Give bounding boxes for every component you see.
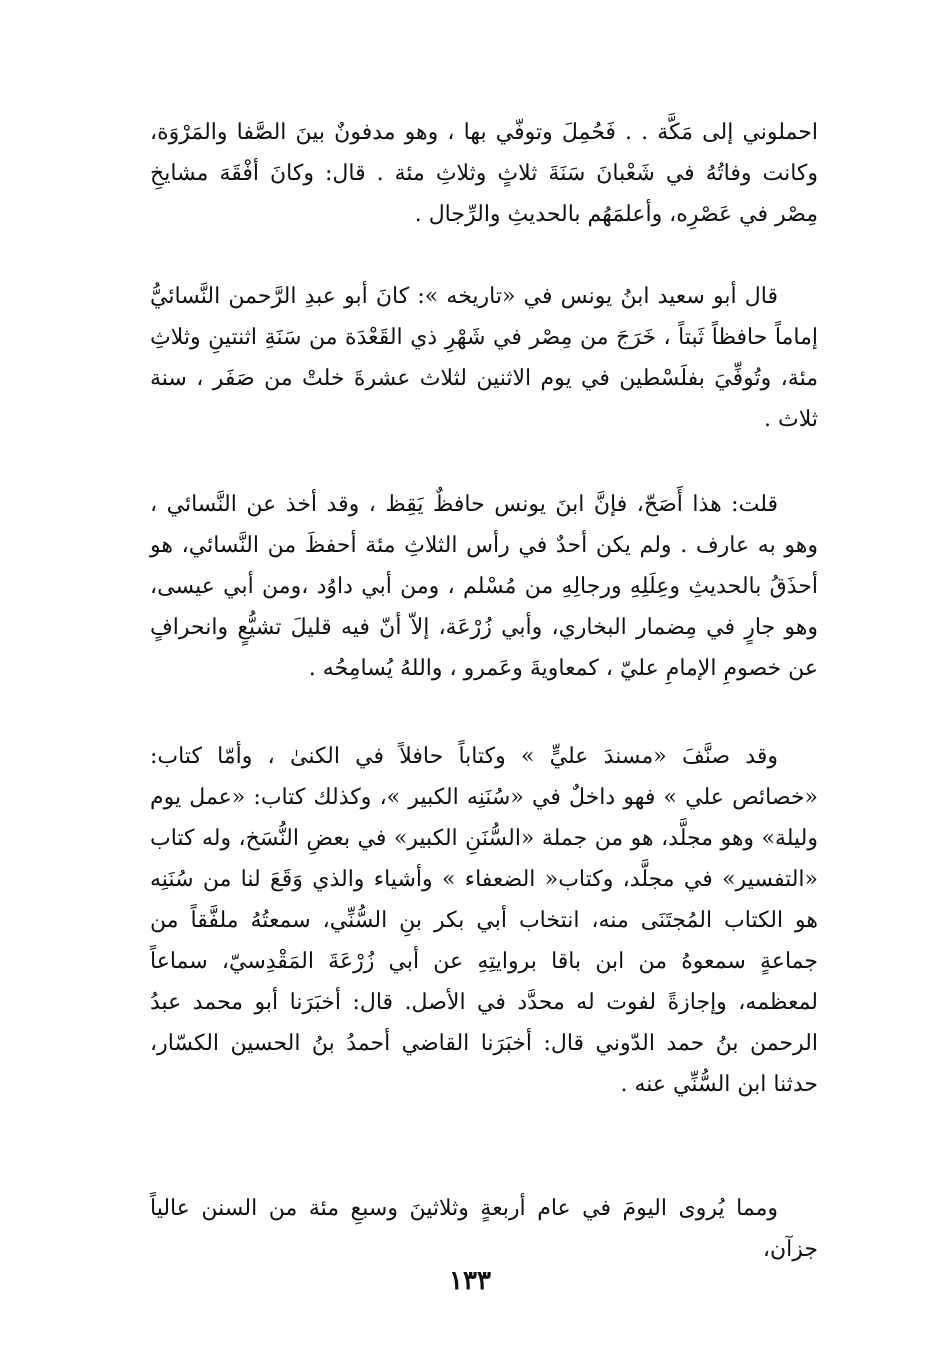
- page-number: ١٣٣: [449, 1266, 491, 1296]
- paragraph-text: ومما يُروى اليومَ في عام أربعةٍ وثلاثينَ وسبعِ مئة من السنن عالياً جزآن،: [150, 1196, 818, 1262]
- paragraph-text: وقد صنَّفَ «مسندَ عليٍّ » وكتاباً حافلاً في الكنىٰ ، وأمّا كتاب: «خصائص علي » فهو داخلٌ في «سُنَنِه الكبير »، وكذلك كتاب: «عمل يوم وليلة» وهو مجلَّد، هو من جملة «السُّنَنِ الكبير» في بعضِ النُّسَخ، وله كتاب «التفسير» في مجلَّد، وكتاب« الضعفاء » وأشياء والذي وَقَعَ لنا من سُنَنِه هو الكتاب المُجتَنَى منه، انتخاب أبي بكر بنِ السُّنِّي، سمعتُهُ ملفَّقاً من جماعةٍ سمعوهُ من ابن باقا بروايتِهِ عن أبي زُرْعَةَ المَقْدِسيّ، سماعاً لمعظمه، وإجازةً لفوت له محدَّد في الأصل. قال: أخبَرَنا أبو محمد عبدُ الرحمن بنُ حمد الدّوني قال: أخبَرَنا القاضي أحمدُ بنُ الحسين الكسّار، حدثنا ابن السُّنِّي عنه .: [150, 744, 818, 1097]
- paragraph-text: قلت: هذا أَصَحّ، فإنَّ ابنَ يونس حافظٌ يَقِظ ، وقد أخذ عن النَّسائي ، وهو به عارف . ولم يكن أحدٌ في رأس الثلاثِ مئة أحفظَ من النَّسائي، هو أحذَقُ بالحديثِ وعِلَلِهِ ورجالِهِ من مُسْلم ، ومن أبي داوُد ،ومن أبي عيسى، وهو جارٍ في مِضمار البخاري، وأبي زُرْعَة، إلاّ أنّ فيه قليلَ تشيُّعٍ وانحرافٍ عن خصومِ الإمامِ عليّ ، كمعاويةَ وعَمرو ، واللهُ يُسامِحُه .: [150, 492, 818, 681]
- paragraph-5-container: [150, 1188, 818, 1270]
- paragraph-3-container: [150, 484, 818, 689]
- paragraph-text: احملوني إلى مَكَّة . . فَحُمِلَ وتوفّي بها ، وهو مدفونٌ بينَ الصَّفا والمَرْوَة، وكانت وفاتُهُ في شَعْبانَ سَنَةَ ثلاثٍ وثلاثِ مئة . قال: وكانَ أفْقَهَ مشايخِ مِصْر في عَصْرِه، وأعلمَهُم بالحديثِ والرِّجال .: [150, 120, 818, 227]
- paragraph-4-container: [150, 736, 818, 1105]
- paragraph-1-container: [150, 112, 818, 235]
- paragraph-2-container: [150, 276, 818, 440]
- paragraph-text: قال أبو سعيد ابنُ يونس في «تاريخه »: كانَ أبو عبدِ الرَّحمن النَّسائيُّ إماماً حافظاً ثَبتاً ، خَرَجَ من مِصْر في شَهْرِ ذي القَعْدَة من سَنَةِ اثنتينِ وثلاثِ مئة، وتُوفِّيَ بفلَسْطين في يوم الاثنين لثلاث عشرةَ خلتْ من صَفَر ، سنة ثلاث .: [150, 284, 818, 432]
